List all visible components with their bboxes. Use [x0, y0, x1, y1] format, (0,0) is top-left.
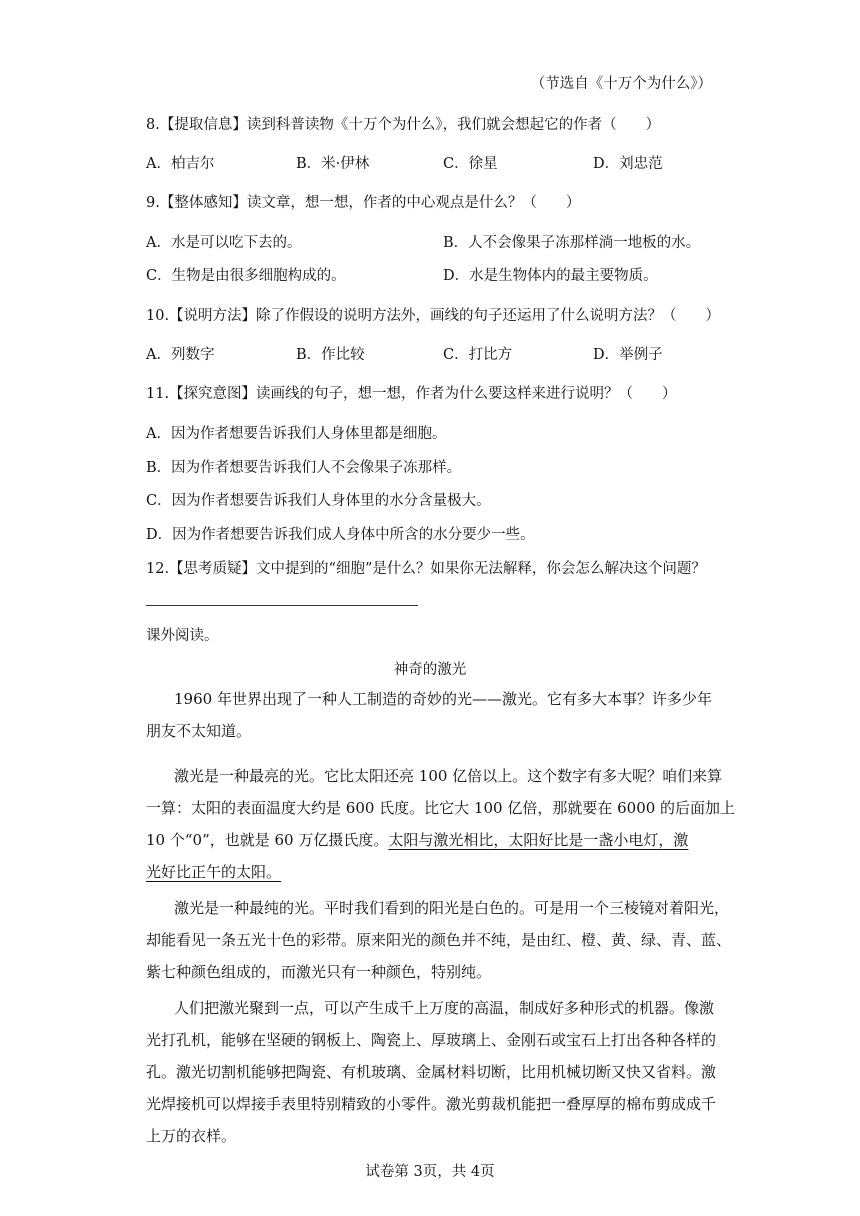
option-a: A．柏吉尔	[146, 156, 215, 172]
option-a: A．水是可以吃下去的。	[146, 235, 302, 251]
underlined-sentence: 太阳与激光相比，太阳好比是一盏小电灯，激	[388, 831, 689, 849]
question-11-option-d: D．因为作者想要告诉我们成人身体中所含的水分要少一些。	[146, 527, 535, 543]
option-c: C．打比方	[443, 347, 513, 363]
paragraph-line: 人们把激光聚到一点，可以产生成千上万度的高温，制成好多种形式的机器。像激	[174, 999, 715, 1017]
page-footer: 试卷第 3页，共 4页	[365, 1164, 495, 1180]
option-c: C．生物是由很多细胞构成的。	[146, 268, 346, 284]
paragraph-line: 紫七种颜色组成的，而激光只有一种颜色，特别纯。	[146, 963, 492, 981]
question-8-stem: 8.【提取信息】读到科普读物《十万个为什么》，我们就会想起它的作者（ ）	[146, 117, 661, 133]
option-c: C．徐星	[443, 156, 498, 172]
question-9-options-row2	[146, 264, 716, 286]
paragraph-line: 激光是一种最纯的光。平时我们看到的阳光是白色的。可是用一个三棱镜对着阳光，	[174, 899, 730, 917]
option-d: D．刘忠范	[593, 156, 663, 172]
question-8-options	[146, 152, 716, 174]
option-b: B．米·伊林	[296, 156, 370, 172]
question-12-stem: 12.【思考质疑】文中提到的“细胞”是什么？如果你无法解释，你会怎么解决这个问题？	[146, 561, 706, 577]
option-a: A．列数字	[146, 347, 215, 363]
paragraph-line: 激光是一种最亮的光。它比太阳还亮 100 亿倍以上。这个数字有多大呢？咱们来算	[174, 767, 723, 785]
paragraph-line: 朋友不太知道。	[146, 722, 252, 740]
option-d: D．举例子	[593, 347, 663, 363]
question-10-stem: 10.【说明方法】除了作假设的说明方法外，画线的句子还运用了什么说明方法？（ ）	[146, 308, 721, 324]
question-9-options-row1	[146, 231, 716, 253]
option-d: D．水是生物体内的最主要物质。	[443, 268, 658, 284]
paragraph-line: 却能看见一条五光十色的彩带。原来阳光的颜色并不纯，是由红、橙、黄、绿、青、蓝、	[146, 931, 732, 949]
answer-blank-line	[146, 605, 418, 606]
paragraph-line: 孔。激光切割机能够把陶瓷、有机玻璃、金属材料切断，比用机械切断又快又省料。激	[146, 1063, 717, 1081]
option-b: B．作比较	[296, 347, 365, 363]
underlined-sentence: 光好比正午的太阳。	[146, 863, 282, 881]
paragraph-line: 光打孔机，能够在坚硬的钢板上、陶瓷上、厚玻璃上、金刚石或宝石上打出各种各样的	[146, 1031, 717, 1049]
paragraph-line	[146, 829, 688, 850]
paragraph-line: 一算：太阳的表面温度大约是 600 氏度。比它大 100 亿倍，那就要在 6000 的后面加上	[146, 799, 736, 817]
paragraph-line: 上万的衣样。	[146, 1127, 237, 1145]
question-11-option-c: C．因为作者想要告诉我们人身体里的水分含量极大。	[146, 493, 491, 509]
paragraph-line: 光焊接机可以焊接手表里特别精致的小零件。激光剪裁机能把一叠厚厚的棉布剪成成千	[146, 1095, 717, 1113]
section-label: 课外阅读。	[146, 628, 219, 644]
passage-title: 神奇的激光	[393, 662, 467, 678]
question-11-option-b: B．因为作者想要告诉我们人不会像果子冻那样。	[146, 460, 462, 476]
source-note: （节选自《十万个为什么》）	[530, 76, 712, 92]
question-9-stem: 9.【整体感知】读文章，想一想，作者的中心观点是什么？（ ）	[146, 195, 581, 211]
plain-text: 10 个“0”，也就是 60 万亿摄氏度。	[146, 831, 389, 849]
paragraph-line: 1960 年世界出现了一种人工制造的奇妙的光——激光。它有多大本事？许多少年	[174, 690, 712, 708]
option-b: B．人不会像果子冻那样淌一地板的水。	[443, 235, 701, 251]
question-11-stem: 11.【探究意图】读画线的句子，想一想，作者为什么要这样来进行说明？（ ）	[146, 386, 677, 402]
question-11-option-a: A．因为作者想要告诉我们人身体里都是细胞。	[146, 426, 447, 442]
question-10-options	[146, 343, 716, 365]
